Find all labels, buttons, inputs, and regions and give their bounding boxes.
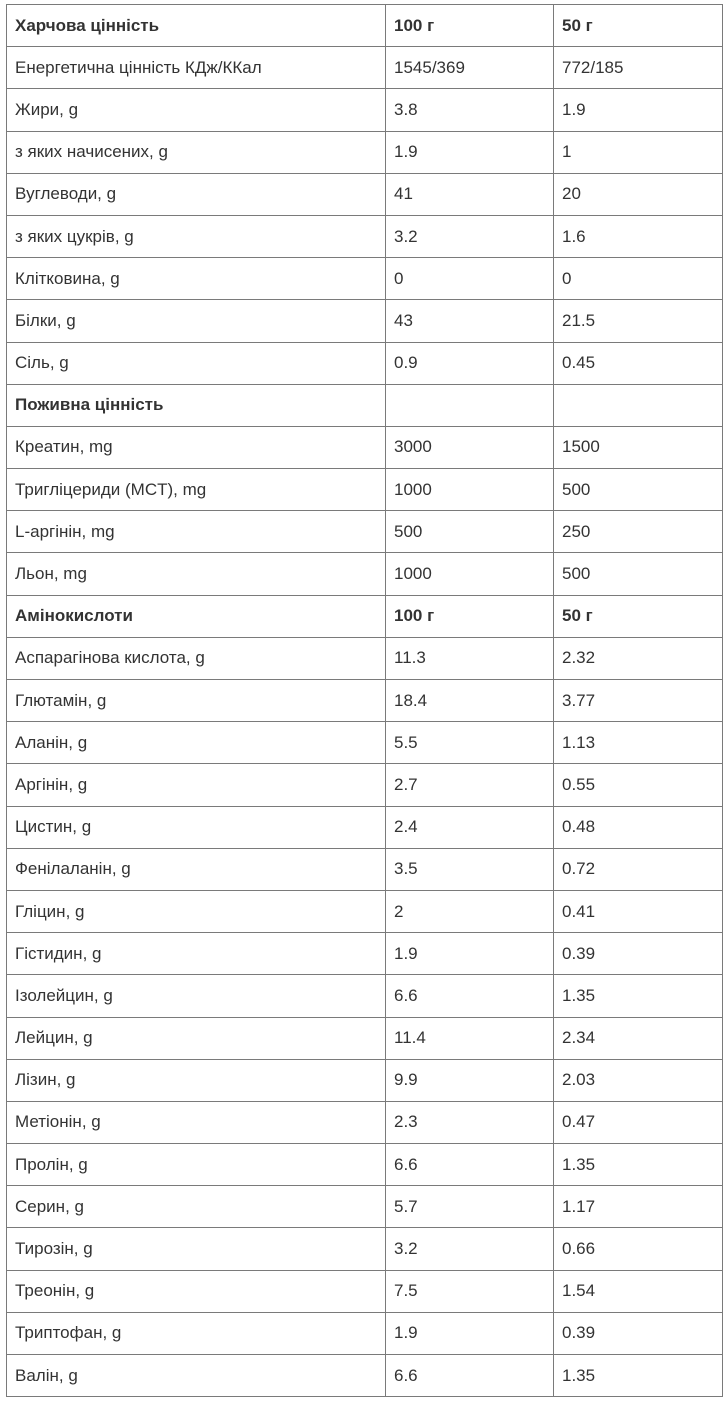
- row-label: Треонін, g: [7, 1270, 386, 1312]
- row-label: Клітковина, g: [7, 258, 386, 300]
- value-100g: 0.9: [386, 342, 554, 384]
- value-100g: 3000: [386, 426, 554, 468]
- value-100g: [386, 384, 554, 426]
- value-100g: 100 г: [386, 5, 554, 47]
- value-100g: 1000: [386, 469, 554, 511]
- row-label: Харчова цінність: [7, 5, 386, 47]
- value-50g: 2.32: [554, 637, 723, 679]
- value-100g: 2.4: [386, 806, 554, 848]
- value-50g: 1.17: [554, 1186, 723, 1228]
- row-label: L-аргінін, mg: [7, 511, 386, 553]
- value-100g: 0: [386, 258, 554, 300]
- value-100g: 7.5: [386, 1270, 554, 1312]
- table-row: [7, 511, 723, 553]
- value-50g: 2.34: [554, 1017, 723, 1059]
- row-label: Аланін, g: [7, 722, 386, 764]
- row-label: Серин, g: [7, 1186, 386, 1228]
- section-header-row: [7, 5, 723, 47]
- section-header-row: [7, 595, 723, 637]
- table-row: [7, 1312, 723, 1354]
- table-row: [7, 680, 723, 722]
- row-label: Вуглеводи, g: [7, 173, 386, 215]
- value-50g: 0: [554, 258, 723, 300]
- table-row: [7, 89, 723, 131]
- value-50g: 772/185: [554, 47, 723, 89]
- table-row: [7, 426, 723, 468]
- table-row: [7, 848, 723, 890]
- row-label: Гліцин, g: [7, 890, 386, 932]
- value-100g: 6.6: [386, 1355, 554, 1397]
- value-50g: 0.55: [554, 764, 723, 806]
- value-50g: 0.66: [554, 1228, 723, 1270]
- value-50g: 1.9: [554, 89, 723, 131]
- row-label: Жири, g: [7, 89, 386, 131]
- row-label: Лейцин, g: [7, 1017, 386, 1059]
- table-row: [7, 1101, 723, 1143]
- row-label: Фенілаланін, g: [7, 848, 386, 890]
- table-row: [7, 1186, 723, 1228]
- table-row: [7, 1355, 723, 1397]
- row-label: Білки, g: [7, 300, 386, 342]
- value-100g: 11.4: [386, 1017, 554, 1059]
- row-label: Льон, mg: [7, 553, 386, 595]
- table-row: [7, 173, 723, 215]
- value-100g: 500: [386, 511, 554, 553]
- row-label: Сіль, g: [7, 342, 386, 384]
- row-label: з яких начисених, g: [7, 131, 386, 173]
- table-row: [7, 806, 723, 848]
- value-100g: 41: [386, 173, 554, 215]
- value-100g: 1545/369: [386, 47, 554, 89]
- value-100g: 3.2: [386, 215, 554, 257]
- table-row: [7, 722, 723, 764]
- value-100g: 100 г: [386, 595, 554, 637]
- value-100g: 3.8: [386, 89, 554, 131]
- value-100g: 5.7: [386, 1186, 554, 1228]
- row-label: Тригліцериди (MCT), mg: [7, 469, 386, 511]
- table-row: [7, 890, 723, 932]
- value-50g: 1.13: [554, 722, 723, 764]
- value-100g: 5.5: [386, 722, 554, 764]
- row-label: Ізолейцин, g: [7, 975, 386, 1017]
- value-100g: 2.3: [386, 1101, 554, 1143]
- row-label: Енергетична цінність КДж/ККал: [7, 47, 386, 89]
- value-50g: 1: [554, 131, 723, 173]
- row-label: з яких цукрів, g: [7, 215, 386, 257]
- nutrition-table: [6, 4, 723, 1397]
- value-100g: 1.9: [386, 131, 554, 173]
- table-row: [7, 975, 723, 1017]
- value-50g: 500: [554, 469, 723, 511]
- table-row: [7, 215, 723, 257]
- row-label: Амінокислоти: [7, 595, 386, 637]
- table-row: [7, 342, 723, 384]
- table-row: [7, 553, 723, 595]
- row-label: Лізин, g: [7, 1059, 386, 1101]
- row-label: Аргінін, g: [7, 764, 386, 806]
- value-50g: 250: [554, 511, 723, 553]
- value-100g: 43: [386, 300, 554, 342]
- row-label: Поживна цінність: [7, 384, 386, 426]
- value-100g: 3.5: [386, 848, 554, 890]
- table-row: [7, 258, 723, 300]
- row-label: Метіонін, g: [7, 1101, 386, 1143]
- value-100g: 1000: [386, 553, 554, 595]
- table-row: [7, 47, 723, 89]
- table-row: [7, 1270, 723, 1312]
- value-50g: 0.39: [554, 1312, 723, 1354]
- value-100g: 2.7: [386, 764, 554, 806]
- value-50g: 1.6: [554, 215, 723, 257]
- value-50g: 50 г: [554, 595, 723, 637]
- value-100g: 1.9: [386, 1312, 554, 1354]
- value-100g: 3.2: [386, 1228, 554, 1270]
- value-50g: 3.77: [554, 680, 723, 722]
- value-50g: 1.54: [554, 1270, 723, 1312]
- table-row: [7, 764, 723, 806]
- table-row: [7, 1228, 723, 1270]
- value-50g: 1.35: [554, 975, 723, 1017]
- table-row: [7, 1059, 723, 1101]
- value-50g: 0.41: [554, 890, 723, 932]
- value-100g: 2: [386, 890, 554, 932]
- value-100g: 9.9: [386, 1059, 554, 1101]
- value-50g: 0.47: [554, 1101, 723, 1143]
- value-50g: 0.39: [554, 933, 723, 975]
- row-label: Цистин, g: [7, 806, 386, 848]
- row-label: Валін, g: [7, 1355, 386, 1397]
- value-100g: 6.6: [386, 1144, 554, 1186]
- table-row: [7, 637, 723, 679]
- value-50g: 0.45: [554, 342, 723, 384]
- value-50g: [554, 384, 723, 426]
- value-100g: 18.4: [386, 680, 554, 722]
- value-50g: 50 г: [554, 5, 723, 47]
- row-label: Глютамін, g: [7, 680, 386, 722]
- value-50g: 21.5: [554, 300, 723, 342]
- table-row: [7, 131, 723, 173]
- value-50g: 0.48: [554, 806, 723, 848]
- value-50g: 1500: [554, 426, 723, 468]
- table-row: [7, 933, 723, 975]
- table-row: [7, 300, 723, 342]
- row-label: Аспарагінова кислота, g: [7, 637, 386, 679]
- value-50g: 0.72: [554, 848, 723, 890]
- row-label: Гістидин, g: [7, 933, 386, 975]
- row-label: Креатин, mg: [7, 426, 386, 468]
- nutrition-table-body: [7, 5, 723, 1397]
- value-50g: 1.35: [554, 1355, 723, 1397]
- value-100g: 1.9: [386, 933, 554, 975]
- value-50g: 1.35: [554, 1144, 723, 1186]
- value-100g: 6.6: [386, 975, 554, 1017]
- table-row: [7, 1017, 723, 1059]
- row-label: Тирозін, g: [7, 1228, 386, 1270]
- value-50g: 500: [554, 553, 723, 595]
- section-header-row: [7, 384, 723, 426]
- row-label: Триптофан, g: [7, 1312, 386, 1354]
- value-100g: 11.3: [386, 637, 554, 679]
- value-50g: 2.03: [554, 1059, 723, 1101]
- row-label: Пролін, g: [7, 1144, 386, 1186]
- table-row: [7, 469, 723, 511]
- table-row: [7, 1144, 723, 1186]
- value-50g: 20: [554, 173, 723, 215]
